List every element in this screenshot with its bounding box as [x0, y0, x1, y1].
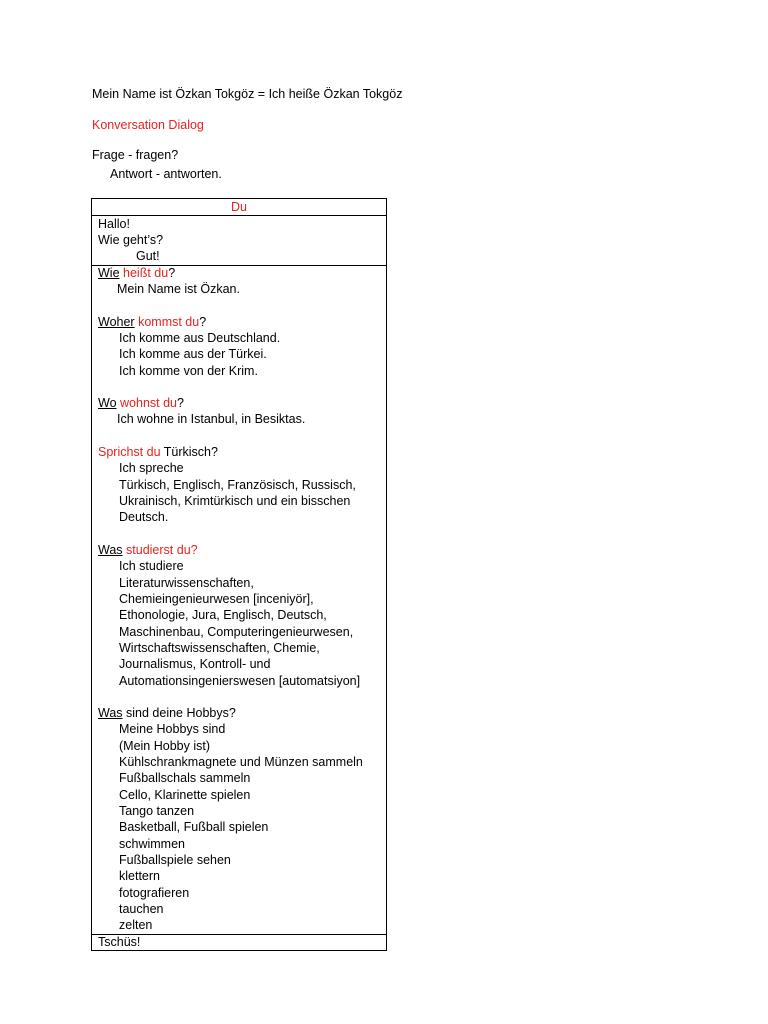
question-verb: kommst du	[138, 315, 200, 329]
greeting-gut: Gut!	[136, 249, 160, 263]
question-rest: Türkisch?	[160, 445, 218, 459]
question-name	[98, 265, 175, 281]
answer-line: Ich komme aus der Türkei.	[119, 347, 267, 361]
frage-line: Frage - fragen?	[92, 148, 179, 162]
answer-line: (Mein Hobby ist)	[119, 739, 210, 753]
question-hobby	[98, 705, 236, 721]
table-divider	[92, 215, 386, 216]
answer-line: Maschinenbau, Computeringenieurwesen,	[119, 625, 354, 639]
question-word: Was	[98, 706, 123, 720]
answer-line: klettern	[119, 869, 160, 883]
answer-line: Türkisch, Englisch, Französisch, Russisch,	[119, 478, 356, 492]
dialog-table	[91, 198, 387, 951]
answer-line: Basketball, Fußball spielen	[119, 820, 269, 834]
answer-line: Fußballspiele sehen	[119, 853, 231, 867]
question-verb: heißt du	[123, 266, 169, 280]
question-word: Wo	[98, 396, 117, 410]
question-verb: studierst du?	[126, 543, 198, 557]
question-from	[98, 314, 206, 330]
answer-line: schwimmen	[119, 837, 185, 851]
answer-line: fotografieren	[119, 886, 190, 900]
answer-line: Ich studiere	[119, 559, 184, 573]
answer-line: Tango tanzen	[119, 804, 195, 818]
answer-line: Chemieingenieurwesen [inceniyör],	[119, 592, 314, 606]
question-verb: Sprichst du	[98, 445, 161, 459]
answer-line: Meine Hobbys sind	[119, 722, 226, 736]
answer-line: Ukrainisch, Krimtürkisch und ein bisschen	[119, 494, 351, 508]
question-mark: ?	[177, 396, 184, 410]
answer-line: zelten	[119, 918, 153, 932]
table-header: Du	[231, 200, 247, 214]
section-title: Konversation Dialog	[92, 118, 204, 132]
question-word: Was	[98, 543, 123, 557]
answer-line: Literaturwissenschaften,	[119, 576, 254, 590]
answer-name: Mein Name ist Özkan.	[117, 282, 240, 296]
answer-line: Deutsch.	[119, 510, 169, 524]
antwort-line: Antwort - antworten.	[110, 167, 222, 181]
question-mark: ?	[168, 266, 176, 280]
question-word: Woher	[98, 315, 135, 329]
answer-line: Ethonologie, Jura, Englisch, Deutsch,	[119, 608, 327, 622]
question-rest: sind deine Hobbys?	[122, 706, 236, 720]
greeting-wie-gehts: Wie geht’s?	[98, 233, 164, 247]
answer-line: Cello, Klarinette spielen	[119, 788, 251, 802]
answer-line: Fußballschals sammeln	[119, 771, 251, 785]
answer-line: Automationsingenierswesen [automatsiyon]	[119, 674, 361, 688]
question-mark: ?	[199, 315, 207, 329]
answer-line: Ich komme aus Deutschland.	[119, 331, 281, 345]
answer-live: Ich wohne in Istanbul, in Besiktas.	[117, 412, 306, 426]
answer-line: Kühlschrankmagnete und Münzen sammeln	[119, 755, 363, 769]
answer-line: Ich komme von der Krim.	[119, 364, 258, 378]
answer-line: Journalismus, Kontroll- und	[119, 657, 271, 671]
title-line: Mein Name ist Özkan Tokgöz = Ich heiße Özkan Tokgöz	[92, 87, 403, 101]
question-speak	[98, 444, 218, 460]
answer-line: Wirtschaftswissenschaften, Chemie,	[119, 641, 320, 655]
question-word: Wie	[98, 266, 120, 280]
answer-line: Ich spreche	[119, 461, 184, 475]
question-verb: wohnst du	[120, 396, 177, 410]
question-study	[98, 542, 198, 558]
answer-line: tauchen	[119, 902, 164, 916]
greeting-hallo: Hallo!	[98, 217, 130, 231]
question-live	[98, 395, 184, 411]
farewell: Tschüs!	[98, 935, 141, 949]
